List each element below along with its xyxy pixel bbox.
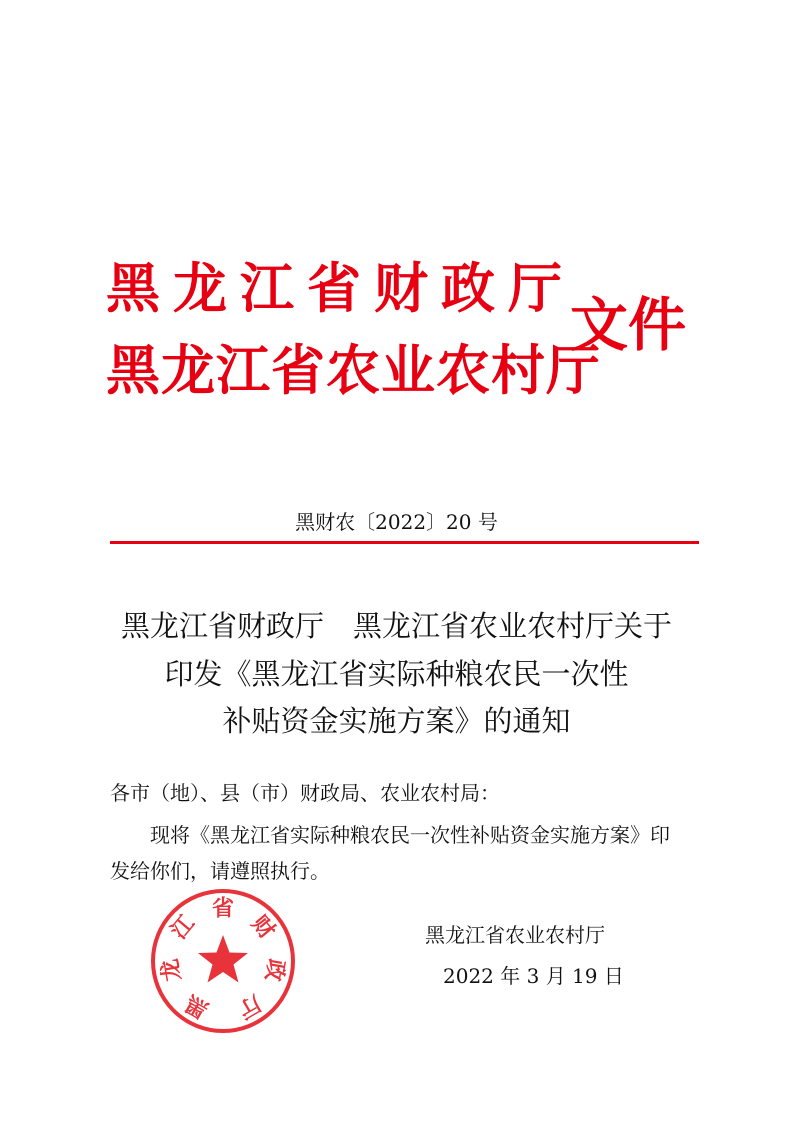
seal-char: 龙 [157,956,187,984]
official-seal [148,886,298,1036]
body-paragraph-line-1: 现将《黑龙江省实际种粮农民一次性补贴资金实施方案》印 [150,823,670,847]
signature-date: 2022 年 3 月 19 日 [443,964,624,988]
document-type-label: 文件 [570,291,687,359]
document-number: 黑财农〔2022〕20 号 [295,510,498,534]
salutation: 各市（地）、县（市）财政局、农业农村局： [110,781,500,805]
seal-char: 江 [166,911,200,945]
seal-char: 黑 [181,989,213,1023]
seal-char: 政 [259,956,289,984]
red-divider [110,541,699,544]
issuer-1-title: 黑龙江省财政厅 [106,257,575,320]
body-paragraph-line-2: 发给你们，请遵照执行。 [110,859,330,883]
seal-char: 省 [211,896,235,922]
star-icon [198,935,248,983]
title-line-3: 补贴资金实施方案》的通知 [222,704,571,738]
seal-char: 财 [246,911,280,945]
signature-organization: 黑龙江省农业农村厅 [425,923,605,947]
issuer-2-title: 黑龙江省农业农村厅 [106,339,601,402]
title-line-2: 印发《黑龙江省实际种粮农民一次性 [164,657,629,691]
title-line-1: 黑龙江省财政厅 黑龙江省农业农村厅关于 [120,609,672,643]
seal-char: 厅 [233,989,265,1023]
